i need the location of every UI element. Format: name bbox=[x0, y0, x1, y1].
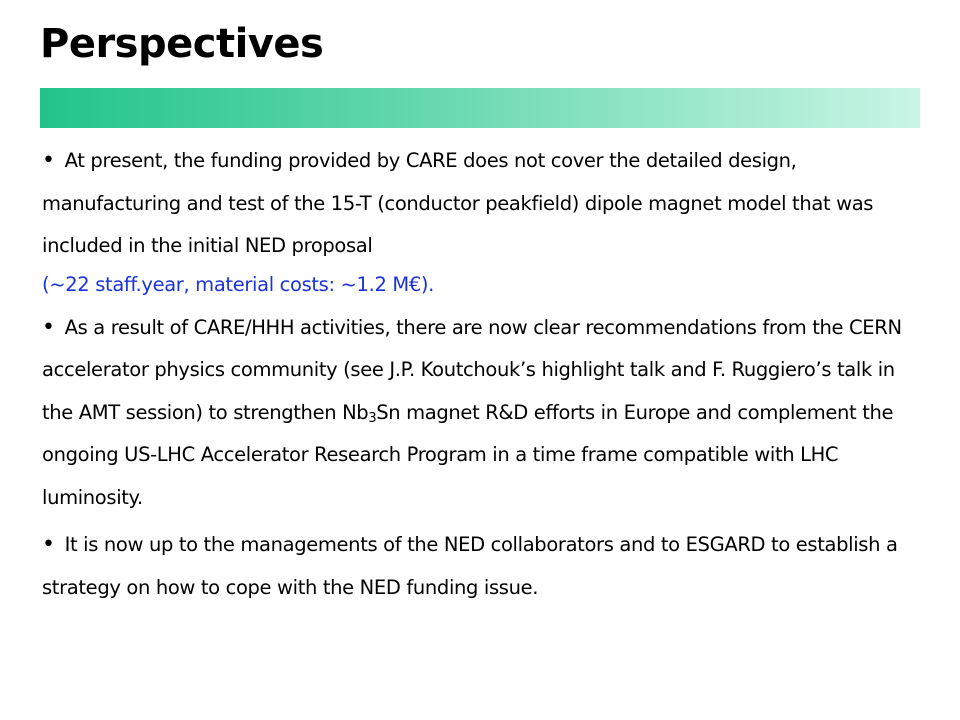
slide-title: Perspectives bbox=[40, 21, 324, 67]
bullet-icon: • bbox=[42, 314, 55, 340]
bullet-item-recommendations bbox=[42, 307, 922, 520]
bullet-item-funding bbox=[42, 140, 922, 302]
bullet-text: It is now up to the managements of the NED collaborators and to ESGARD to establish a strategy on how to cope with the NED funding issue. bbox=[42, 533, 898, 599]
bullet-text-part1: As a result of CARE/HHH activities, there are now clear recommendations from the CERN accelerator physics community (see J.P. Koutchouk’s highlight talk and F. Ruggiero’s talk in the AMT session) to strengthen Nb bbox=[42, 315, 902, 424]
bullet-text: At present, the funding provided by CARE does not cover the detailed design, manufacturing and test of the 15-T (conductor peakfield) dipole magnet model that was included in the initial NED proposal bbox=[42, 149, 874, 257]
cost-estimate-text: (~22 staff.year, material costs: ~1.2 M€). bbox=[42, 272, 434, 296]
slide-body bbox=[42, 140, 922, 614]
bullet-text-part2: Sn magnet R&D efforts in Europe and complement the ongoing US-LHC Accelerator Research Program in a time frame compatible with LHC luminosity. bbox=[42, 400, 894, 509]
bullet-item-strategy bbox=[42, 524, 922, 609]
bullet-icon: • bbox=[42, 148, 55, 173]
title-decoration-bar bbox=[40, 88, 920, 128]
bullet-icon: • bbox=[42, 532, 55, 557]
subscript-number: 3 bbox=[368, 410, 377, 426]
